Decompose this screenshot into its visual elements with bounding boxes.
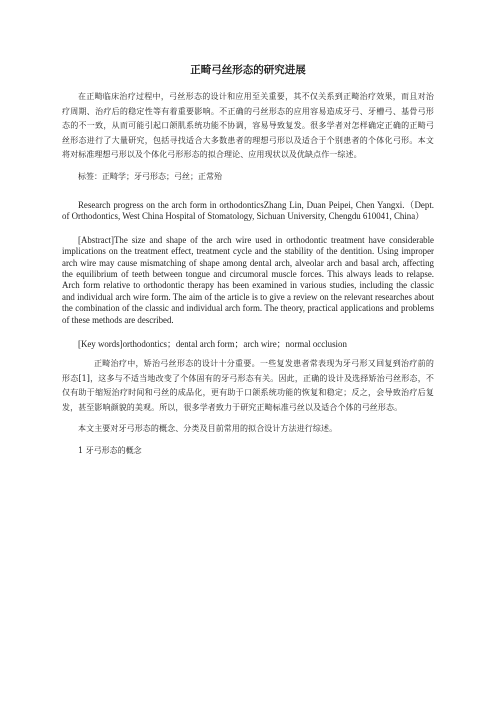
document-page — [62, 62, 434, 458]
body-paragraph-2: 本文主要对牙弓形态的概念、分类及目前常用的拟合设计方法进行综述。 — [78, 424, 338, 434]
section-heading-1: 1 牙弓形态的概念 — [78, 446, 142, 455]
chinese-abstract: 在正畸临床治疗过程中，弓丝形态的设计和应用至关重要，其不仅关系到正畸治疗效果，而且对治疗周期、治疗后的稳定性等有着重要影响。不正确的弓丝形态的应用容易造成牙弓、牙槽弓、基骨弓形态的不一致，从而可能引起口颌肌系统功能不协调，容易导致复发。很多学者对怎样确定正确的正畸弓丝形态进行了大量研究，包括寻找适合大多数患者的理想弓形以及适合于个别患者的个体化弓形。本文将对标准理想弓形以及个体化弓形形态的拟合理论、应用现状以及优缺点作一综述。 — [62, 92, 434, 160]
english-title-authors: Research progress on the arch form in orthodonticsZhang Lin, Duan Peipei, Chen Yangxi.（Dept. of Orthodontics, West China Hospital of Stomatology, Sichuan University, Chengdu 610041, China） — [62, 199, 434, 222]
body-paragraph-1: 正畸治疗中，矫治弓丝形态的设计十分重要。一些复发患者常表现为牙弓形又回复到治疗前的形态[1]，这多与不适当地改变了个体固有的牙弓形态有关。因此，正确的设计及选择矫治弓丝形态，不仅有助于缩短治疗时间和弓丝的成品化，更有助于口颌系统功能的恢复和稳定；反之，会导致治疗后复发，甚至影响颜貌的美观。所以，很多学者致力于研究正畸标准弓丝以及适合个体的弓丝形态。 — [62, 359, 434, 412]
chinese-keywords: 标签：正畸学；牙弓形态；弓丝；正常殆 — [78, 171, 222, 181]
paper-title: 正畸弓丝形态的研究进展 — [190, 64, 306, 76]
english-abstract: [Abstract]The size and shape of the arch wire used in orthodontic treatment have considerable implications on the treatment effect, treatment cycle and the stability of the dentition. Using improper arch wire may cause mismatching of shape among dental arch, alveolar arch and basal arch, affecting the equilibrium of teeth between tongue and circumoral muscle forces. This always leads to relapse. Arch form relative to orthodontic therapy has been examined in various studies, including the classic and individual arch wire form. The aim of the article is to give a review on the relevant researches about the combination of the classic and individual arch form. The theory, practical applications and problems of these methods are described. — [62, 234, 434, 325]
english-keywords: [Key words]orthodontics；dental arch form；arch wire；normal occlusion — [78, 339, 347, 350]
